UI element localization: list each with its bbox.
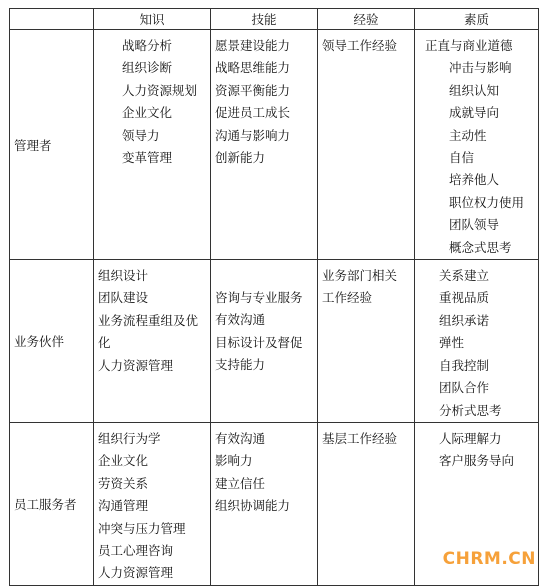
table-row-manager	[10, 30, 539, 260]
skills-cell	[211, 30, 318, 260]
list-item: 概念式思考	[449, 239, 512, 255]
qualities-cell	[415, 30, 539, 260]
list-item: 团队建设	[98, 290, 149, 306]
list-item: 沟通管理	[98, 498, 149, 514]
list-item: 沟通与影响力	[215, 127, 291, 143]
list-item: 促进员工成长	[215, 105, 291, 121]
header-knowledge: 知识	[94, 9, 211, 30]
role-label: 管理者	[10, 30, 94, 260]
list-item: 企业文化	[98, 453, 149, 469]
header-qualities: 素质	[415, 9, 539, 30]
header-row	[10, 9, 539, 30]
experience-cell	[318, 30, 415, 260]
list-item: 战略思维能力	[215, 60, 291, 76]
list-item: 企业文化	[122, 105, 173, 121]
list-item: 领导工作经验	[322, 38, 398, 53]
list-item: 业务部门相关	[322, 268, 398, 284]
list-item: 劳资关系	[98, 475, 149, 491]
list-item: 培养他人	[449, 172, 500, 188]
list-item: 人力资源管理	[98, 357, 174, 373]
watermark-logo: CHRM.CN	[442, 549, 536, 569]
list-item: 弹性	[439, 335, 465, 351]
list-item: 自我控制	[439, 357, 490, 373]
experience-cell	[318, 260, 415, 423]
list-item: 组织行为学	[98, 430, 161, 446]
list-item: 创新能力	[215, 150, 266, 166]
table-row-business-partner	[10, 260, 539, 423]
list-item: 冲击与影响	[449, 60, 512, 76]
list-item: 建立信任	[215, 475, 266, 491]
role-label: 业务伙伴	[10, 260, 94, 423]
list-item: 职位权力使用	[449, 194, 525, 210]
list-item: 自信	[449, 150, 475, 166]
list-item: 愿景建设能力	[215, 38, 291, 53]
skills-cell	[211, 260, 318, 423]
list-item: 变革管理	[122, 150, 173, 166]
list-item: 业务流程重组及优化	[98, 312, 199, 351]
header-experience: 经验	[318, 9, 415, 30]
list-item: 工作经验	[322, 290, 373, 306]
role-label: 员工服务者	[10, 422, 94, 585]
experience-cell	[318, 422, 415, 585]
list-item: 有效沟通	[215, 430, 266, 446]
header-skills: 技能	[211, 9, 318, 30]
list-item: 咨询与专业服务	[215, 290, 303, 306]
list-item: 目标设计及督促	[215, 334, 303, 350]
list-item: 组织协调能力	[215, 498, 291, 514]
list-item: 人力资源管理	[98, 565, 174, 581]
list-item: 影响力	[215, 453, 253, 469]
knowledge-cell	[94, 30, 211, 260]
list-item: 组织认知	[449, 82, 500, 98]
list-item: 关系建立	[439, 268, 490, 284]
list-item: 支持能力	[215, 357, 266, 373]
list-item: 组织承诺	[439, 312, 490, 328]
list-item: 人际理解力	[439, 430, 502, 446]
header-corner	[10, 9, 94, 30]
list-item: 有效沟通	[215, 312, 266, 328]
list-item: 组织设计	[98, 268, 149, 284]
list-item: 主动性	[449, 127, 487, 143]
list-item: 领导力	[122, 127, 160, 143]
list-item: 客户服务导向	[439, 453, 515, 469]
list-item: 团队合作	[439, 380, 490, 396]
knowledge-cell	[94, 422, 211, 585]
list-item: 团队领导	[449, 217, 500, 233]
list-item: 员工心理咨询	[98, 542, 174, 558]
list-item: 分析式思考	[439, 402, 502, 418]
list-item: 战略分析	[122, 38, 173, 53]
list-item: 基层工作经验	[322, 430, 398, 446]
qualities-cell	[415, 260, 539, 423]
list-item: 组织诊断	[122, 60, 173, 76]
knowledge-cell	[94, 260, 211, 423]
skills-cell	[211, 422, 318, 585]
list-item: 资源平衡能力	[215, 82, 291, 98]
competency-table	[9, 8, 539, 586]
list-item: 成就导向	[449, 105, 500, 121]
list-item: 冲突与压力管理	[98, 520, 186, 536]
list-item: 正直与商业道德	[425, 38, 513, 53]
list-item: 人力资源规划	[122, 82, 198, 98]
list-item: 重视品质	[439, 290, 490, 306]
